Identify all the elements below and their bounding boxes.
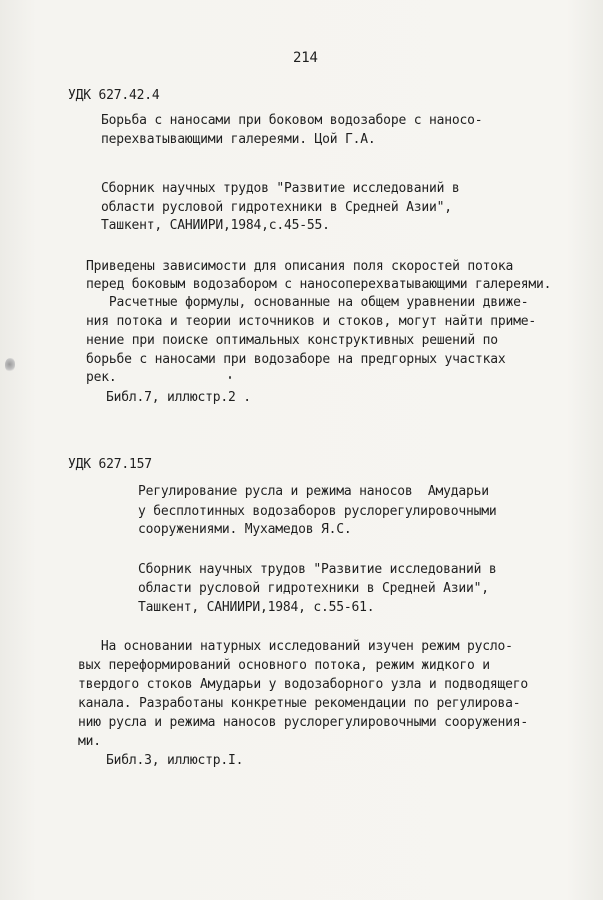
entry2-title-line-3: сооружениями. Мухамедов Я.С. [138,522,352,537]
entry1-abstract-line-4: ния потока и теории источников и стоков, могут найти приме- [86,314,536,329]
entry2-source-line-3: Ташкент, САНИИРИ,1984, с.55-61. [138,600,375,615]
scan-smudge [5,358,15,372]
entry2-source-line-1: Сборник научных трудов "Развитие исследований в [138,562,497,577]
ink-dot [229,376,231,379]
entry2-source-line-2: области русловой гидротехники в Средней Азии", [138,581,489,596]
entry1-source-line-2: области русловой гидротехники в Средней Азии", [101,200,452,215]
entry2-abstract-line-5: нию русла и режима наносов руслорегулировочными сооружения- [78,715,528,730]
udk-code-2: УДК 627.157 [68,457,152,472]
entry2-title-line-2: у бесплотинных водозаборов руслорегулировочными [138,504,497,519]
entry1-abstract-line-5: нение при поиске оптимальных конструктивных решений по [86,333,498,348]
entry1-abstract-line-7: рек. [86,370,117,385]
entry1-abstract-line-2: перед боковым водозабором с наносоперехватывающими галереями. [86,277,552,292]
entry1-abstract-line-6: борьбе с наносами при водозаборе на предгорных участках [86,352,506,367]
entry1-abstract-line-3: Расчетные формулы, основанные на общем уравнении движе- [86,295,529,310]
entry1-title-line-1: Борьба с наносами при боковом водозаборе с наносо- [101,113,483,128]
udk-code-1: УДК 627.42.4 [68,88,160,103]
entry1-source-line-1: Сборник научных трудов "Развитие исследований в [101,181,460,196]
entry2-bibliography: Библ.3, иллюстр.I. [106,753,244,768]
entry1-title-line-2: перехватывающими галереями. Цой Г.А. [101,132,376,147]
entry1-source-line-3: Ташкент, САНИИРИ,1984,с.45-55. [101,218,330,233]
entry2-abstract-line-4: канала. Разработаны конкретные рекомендации по регулирова- [78,696,521,711]
entry2-abstract-line-6: ми. [78,734,101,749]
entry2-title-line-1: Регулирование русла и режима наносов Амударьи [138,484,489,499]
page-number: 214 [293,50,318,66]
entry2-abstract-line-3: твердого стоков Амударьи у водозаборного узла и подводящего [78,677,528,692]
entry2-abstract-line-1: На основании натурных исследований изучен режим руслo- [78,639,513,654]
entry1-bibliography: Библ.7, иллюстр.2 . [106,390,251,405]
entry1-abstract-line-1: Приведены зависимости для описания поля скоростей потока [86,259,514,274]
entry2-abstract-line-2: вых переформирований основного потока, режим жидкого и [78,658,490,673]
